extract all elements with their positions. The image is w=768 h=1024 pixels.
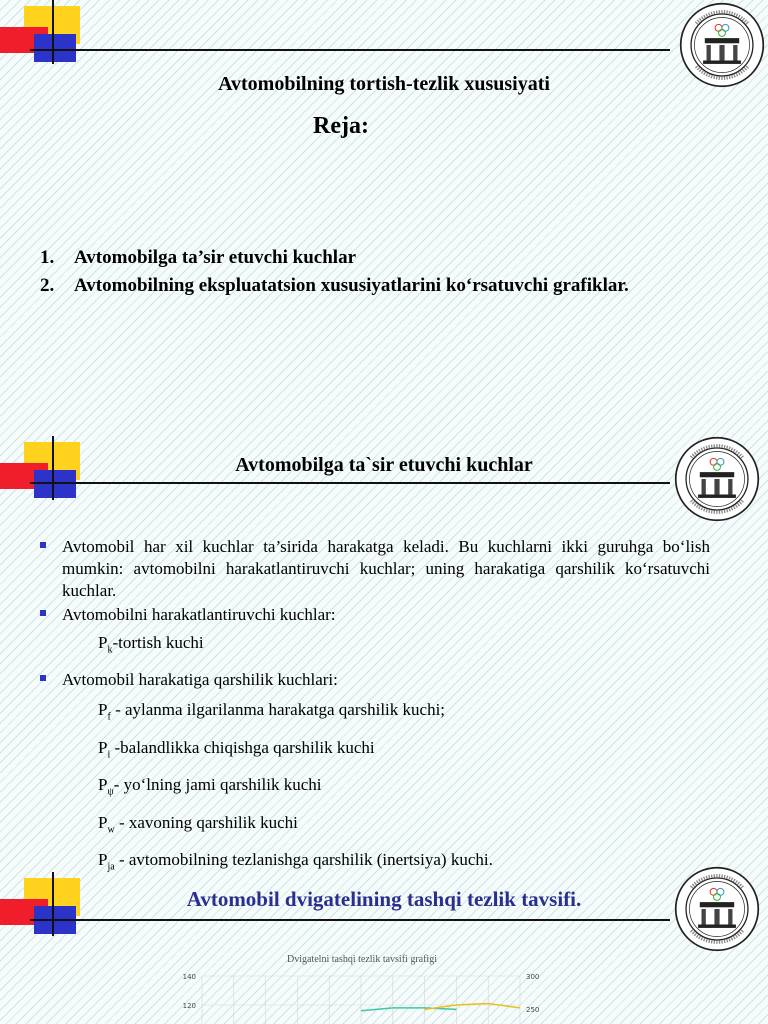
speed-characteristic-chart — [170, 948, 570, 1024]
force-line: $P_w$ - xavoning qarshilik kuchi — [98, 812, 298, 835]
tick-label: 120 — [182, 1002, 196, 1010]
header-divider — [30, 919, 670, 921]
bullet-icon — [40, 542, 46, 548]
list-item: Avtomobil harakatiga qarshilik kuchlari: — [40, 669, 710, 691]
forces-list — [40, 536, 710, 878]
chart-grid — [202, 976, 520, 1024]
chart-series — [361, 1004, 520, 1011]
force-line: $P_k$-tortish kuchi — [98, 633, 204, 656]
list-item: Avtomobil har xil kuchlar ta’sirida harakatga keladi. Bu kuchlarni ikki guruhga bo‘lish mumkin: avtomobilni harakatlantiruvchi kuchlar; uning harakatiga qarshilik ko‘rsatuvchi kuchlar. — [40, 536, 710, 602]
force-line: $P_i$ -balandlikka chiqishga qarshilik kuchi — [98, 737, 375, 761]
tick-label: 300 — [526, 973, 540, 981]
list-item: 2. Avtomobilning ekspluatatsion xususiyatlarini ko‘rsatuvchi grafiklar. — [40, 275, 629, 296]
tick-label: 250 — [526, 1006, 540, 1014]
force-line: $P_\psi-$ yo‘lning jami qarshilik kuchi — [98, 775, 322, 798]
slide-title: Avtomobilga ta`sir etuvchi kuchlar — [235, 454, 533, 476]
tick-label: 140 — [182, 973, 196, 981]
corner-decoration — [0, 0, 100, 70]
list-item: 1. Avtomobilga ta’sir etuvchi kuchlar — [40, 247, 357, 268]
force-line: $P_{ja}$ - avtomobilning tezlanishga qarshilik (inertsiya) kuchi. — [98, 849, 493, 873]
slide-title: Avtomobil dvigatelining tashqi tezlik tavsifi. — [186, 887, 582, 911]
bullet-icon — [40, 610, 46, 616]
series-line — [361, 1008, 456, 1011]
plan-heading: Reja: — [313, 113, 369, 139]
chart-title: Dvigatelni tashqi tezlik tavsifi grafigi — [287, 954, 437, 965]
plan-list — [40, 244, 629, 300]
bullet-icon — [40, 675, 46, 681]
force-line: $P_f$ - aylanma ilgarilanma harakatga qarshilik kuchi; — [98, 700, 446, 723]
header-divider — [30, 49, 670, 51]
list-item: Avtomobilni harakatlantiruvchi kuchlar: — [40, 604, 710, 626]
university-logo-icon — [674, 436, 760, 522]
slide-title: Avtomobilning tortish-tezlik xususiyati — [218, 73, 550, 95]
header-divider — [30, 482, 670, 484]
slide-1 — [0, 0, 768, 430]
